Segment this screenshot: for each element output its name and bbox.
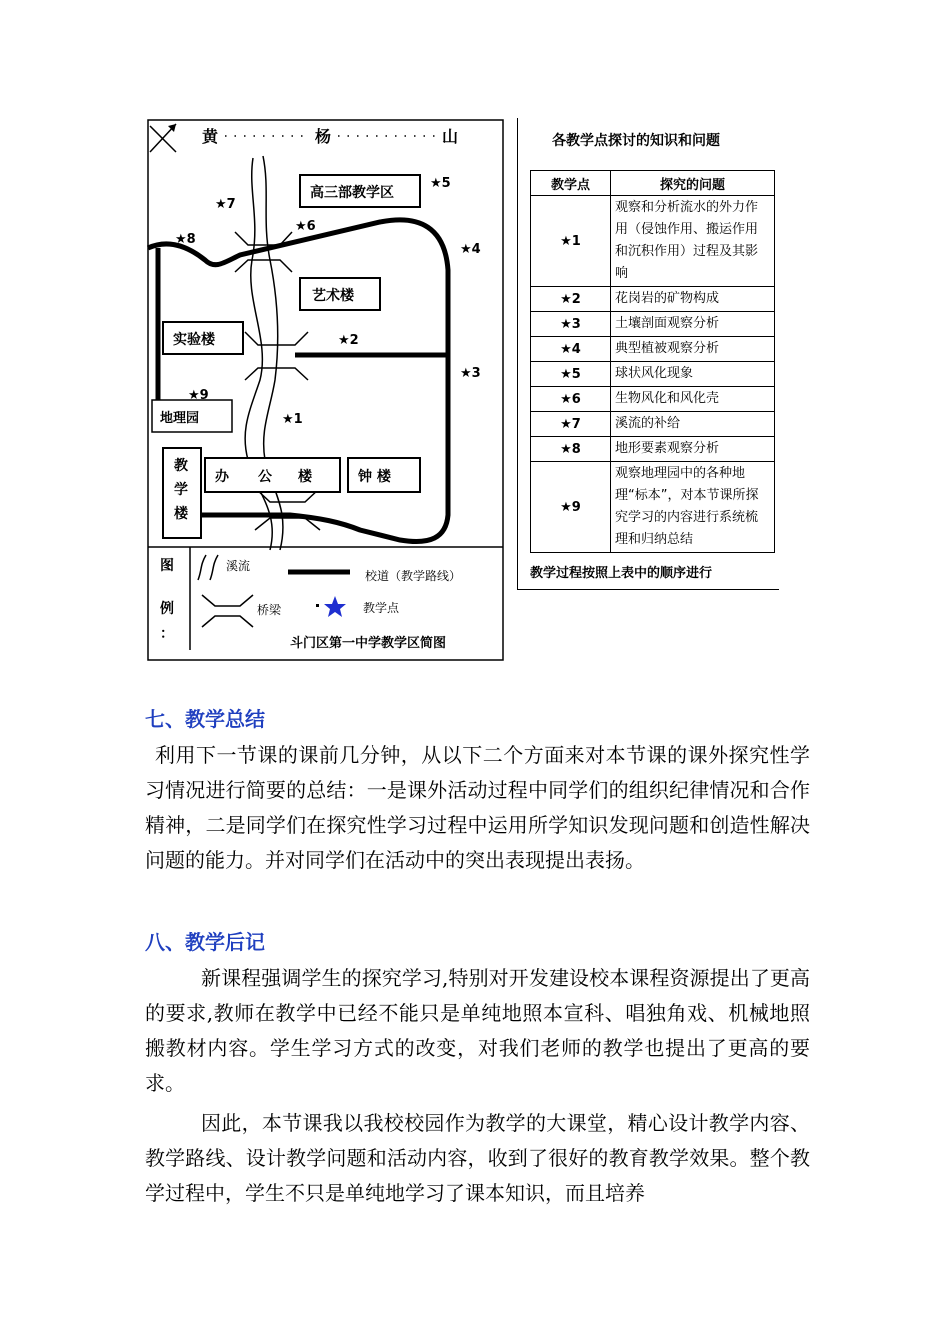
teaching-point-9: ★9 — [188, 388, 209, 403]
svg-text:地理园: 地理园 — [160, 411, 200, 426]
teaching-point-8: ★8 — [175, 232, 196, 247]
topic-table-note: 教学过程按照上表中的顺序进行 — [530, 566, 713, 581]
campus-map — [130, 110, 520, 665]
teaching-point-5: ★5 — [430, 176, 451, 191]
row-question: 地形要素观察分析 — [611, 437, 775, 462]
legend-title-1: 图 — [160, 558, 174, 574]
building-senior3 — [300, 175, 420, 207]
north-arrow-icon — [150, 124, 176, 152]
row-point: ★5 — [531, 362, 611, 387]
table-row — [531, 196, 775, 287]
table-row — [531, 437, 775, 462]
building-teaching — [163, 448, 201, 538]
teaching-point-2: ★2 — [338, 333, 359, 348]
svg-text:楼: 楼 — [298, 469, 312, 485]
teaching-point-3: ★3 — [460, 366, 481, 381]
building-geo-garden — [152, 400, 232, 432]
svg-text:高三部教学区: 高三部教学区 — [310, 185, 394, 201]
table-row — [531, 412, 775, 437]
legend-title-3: ： — [160, 626, 174, 642]
svg-text:钟 楼: 钟 楼 — [358, 469, 391, 485]
mountain-label-3: 山 — [442, 127, 459, 146]
row-question: 生物风化和风化壳 — [611, 387, 775, 412]
legend-bridge-icon — [202, 595, 253, 627]
legend-dot-icon — [316, 604, 319, 607]
teaching-point-1: ★1 — [282, 412, 303, 427]
row-point: ★6 — [531, 387, 611, 412]
table-row — [531, 387, 775, 412]
legend-stream-label: 溪流 — [226, 559, 251, 573]
row-point: ★2 — [531, 287, 611, 312]
row-question: 花岗岩的矿物构成 — [611, 287, 775, 312]
legend-star-icon — [324, 596, 346, 617]
section8-paragraph-1: 新课程强调学生的探究学习,特别对开发建设校本课程资源提出了更高的要求,教师在教学中已经不能只是单纯地照本宣科、唱独角戏、机械地照搬教材内容。学生学习方式的改变，对我们老师的教学也提出了更高的要求。 — [145, 966, 810, 1095]
teaching-point-4: ★4 — [460, 242, 481, 257]
table-row — [531, 462, 775, 553]
mountain-label-1: 黄 — [202, 127, 219, 146]
row-point: ★8 — [531, 437, 611, 462]
topic-table-title: 各教学点探讨的知识和问题 — [552, 133, 720, 149]
section7-heading: 七、教学总结 — [145, 707, 265, 731]
svg-text:艺术楼: 艺术楼 — [312, 288, 354, 304]
topic-panel — [517, 118, 779, 590]
row-question: 土壤剖面观察分析 — [611, 312, 775, 337]
building-lab — [163, 322, 243, 354]
legend-road-label: 校道（教学路线） — [365, 569, 462, 583]
section8-heading: 八、教学后记 — [145, 930, 265, 954]
svg-text:办: 办 — [215, 469, 229, 485]
building-clock — [348, 458, 420, 492]
section7-body: 利用下一节课的课前几分钟，从以下二个方面来对本节课的课外探究性学习情况进行简要的总结：一是课外活动过程中同学们的组织纪律情况和合作精神，二是同学们在探究性学习过程中运用所学知识发现问题和创造性解决问题的能力。并对同学们在活动中的突出表现提出表扬。 — [145, 743, 810, 872]
row-question: 观察地理园中的各种地理“标本”，对本节课所探究学习的内容进行系统梳理和归纳总结 — [611, 462, 775, 553]
row-question: 球状风化现象 — [611, 362, 775, 387]
table-row — [531, 312, 775, 337]
table-row — [531, 337, 775, 362]
topic-table-header — [531, 171, 775, 196]
row-question: 观察和分析流水的外力作用（侵蚀作用、搬运作用和沉积作用）过程及其影响 — [611, 196, 775, 287]
row-point: ★3 — [531, 312, 611, 337]
bridge-south — [255, 488, 320, 530]
row-question: 溪流的补给 — [611, 412, 775, 437]
row-point: ★7 — [531, 412, 611, 437]
svg-text:教: 教 — [174, 458, 188, 474]
row-point: ★4 — [531, 337, 611, 362]
svg-text:公: 公 — [258, 469, 272, 485]
svg-text:实验楼: 实验楼 — [173, 332, 215, 348]
row-point: ★1 — [531, 196, 611, 287]
legend-point-label: 教学点 — [363, 601, 400, 615]
row-point: ★9 — [531, 462, 611, 553]
teaching-point-7: ★7 — [215, 197, 236, 212]
table-row — [531, 362, 775, 387]
mountain-label-2: 杨 — [315, 127, 332, 146]
svg-text:学: 学 — [174, 482, 188, 498]
legend-bridge-label: 桥梁 — [257, 603, 282, 617]
header-point: 教学点 — [531, 171, 611, 196]
row-question: 典型植被观察分析 — [611, 337, 775, 362]
table-row — [531, 287, 775, 312]
legend-stream-icon — [198, 555, 218, 580]
svg-text:楼: 楼 — [174, 506, 188, 522]
header-question: 探究的问题 — [611, 171, 775, 196]
building-art — [300, 278, 380, 310]
legend-title-2: 例 — [160, 601, 174, 617]
teaching-point-6: ★6 — [295, 219, 316, 234]
section8-paragraph-2: 因此，本节课我以我校校园作为教学的大课堂，精心设计教学内容、教学路线、设计教学问题和活动内容，收到了很好的教育教学效果。整个教学过程中，学生不只是单纯地学习了课本知识，而且培养 — [145, 1111, 810, 1205]
map-caption: 斗门区第一中学教学区简图 — [290, 636, 447, 651]
topic-table — [530, 170, 775, 553]
building-office — [205, 458, 340, 492]
